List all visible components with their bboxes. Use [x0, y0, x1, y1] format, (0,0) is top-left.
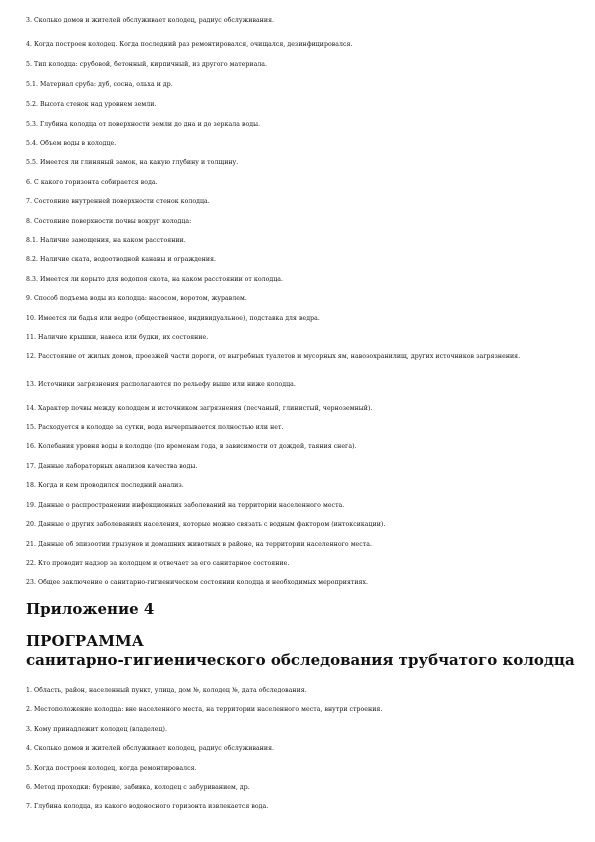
list-item: 5. Когда построен колодец, когда ремонтировался. [26, 765, 197, 772]
list-item: 11. Наличие крышки, навеса или будки, их состояние. [26, 334, 209, 341]
appendix-label: Приложение 4 [26, 600, 155, 618]
list-item: 8.1. Наличие замощения, на каком расстоянии. [26, 237, 186, 244]
list-item: 19. Данные о распространении инфекционных заболеваний на территории населенного места. [26, 502, 345, 509]
list-item: 14. Характер почвы между колодцем и источником загрязнения (песчаный, глинистый, черноземный). [26, 405, 373, 412]
list-item: 10. Имеется ли бадья или ведро (общественное, индивидуальное), подставка для ведра. [26, 315, 320, 322]
list-item: 8.2. Наличие ската, водоотводной канавы и ограждения. [26, 256, 217, 263]
list-item: 7. Глубина колодца, из какого водоносного горизонта извлекается вода. [26, 803, 269, 810]
list-item: 9. Способ подъема воды из колодца: насосом, воротом, журавлем. [26, 295, 247, 302]
program-title-line-2: санитарно-гигиенического обследования трубчатого колодца [26, 651, 575, 669]
list-item: 2. Местоположение колодца: вне населенного места, на территории населенного места, внутри строения. [26, 706, 383, 713]
list-item: 5.3. Глубина колодца от поверхности земли до дна и до зеркала воды. [26, 121, 261, 128]
list-item: 12. Расстояние от жилых домов, проезжей части дороги, от выгребных туалетов и мусорных ям, навозохранилищ, других источников загрязнения. [26, 353, 521, 360]
list-item: 5.2. Высота стенок над уровнем земли. [26, 101, 157, 108]
list-item: 22. Кто проводит надзор за колодцем и отвечает за его санитарное состояние. [26, 560, 290, 567]
program-title [26, 632, 575, 670]
list-item: 18. Когда и кем проводился последний анализ. [26, 482, 184, 489]
list-item: 5.5. Имеется ли глиняный замок, на какую глубину и толщину. [26, 159, 239, 166]
list-item: 4. Когда построен колодец. Когда последний раз ремонтировался, очищался, дезинфицировался. [26, 41, 353, 48]
list-item: 21. Данные об эпизоотии грызунов и домашних животных в районе, на территории населенного места. [26, 541, 373, 548]
list-item: 5.4. Объем воды в колодце. [26, 140, 117, 147]
list-item: 17. Данные лабораторных анализов качества воды. [26, 463, 198, 470]
list-item: 1. Область, район, населенный пункт, улица, дом №, колодец №, дата обследования. [26, 687, 307, 694]
program-title-line-1: ПРОГРАММА [26, 632, 144, 650]
list-item: 3. Кому принадлежит колодец (владелец). [26, 726, 167, 733]
list-item: 4. Сколько домов и жителей обслуживает колодец, радиус обслуживания. [26, 745, 275, 752]
list-item: 23. Общее заключение о санитарно-гигиеническом состоянии колодца и необходимых мероприятиях. [26, 579, 369, 586]
list-item: 15. Расходуется в колодце за сутки, вода вычерпывается полностью или нет. [26, 424, 284, 431]
list-item: 5. Тип колодца: срубовой, бетонный, кирпичный, из другого материала. [26, 61, 268, 68]
list-item: 7. Состояние внутренней поверхности стенок колодца. [26, 198, 210, 205]
list-item: 20. Данные о других заболеваниях населения, которые можно связать с водным фактором (интоксикации). [26, 521, 386, 528]
list-item: 16. Колебания уровня воды в колодце (по временам года, в зависимости от дождей, таяния снега). [26, 443, 357, 450]
list-item: 3. Сколько домов и жителей обслуживает колодец, радиус обслуживания. [26, 17, 275, 24]
list-item: 6. С какого горизонта собирается вода. [26, 179, 158, 186]
list-item: 5.1. Материал сруба: дуб, сосна, ольха и др. [26, 81, 173, 88]
list-item: 13. Источники загрязнения располагаются по рельефу выше или ниже колодца. [26, 381, 296, 388]
list-item: 8.3. Имеется ли корыто для водопоя скота, на каком расстоянии от колодца. [26, 276, 283, 283]
list-item: 6. Метод проходки: бурение, забивка, колодец с забуриванием, др. [26, 784, 250, 791]
list-item: 8. Состояние поверхности почвы вокруг колодца: [26, 218, 192, 225]
